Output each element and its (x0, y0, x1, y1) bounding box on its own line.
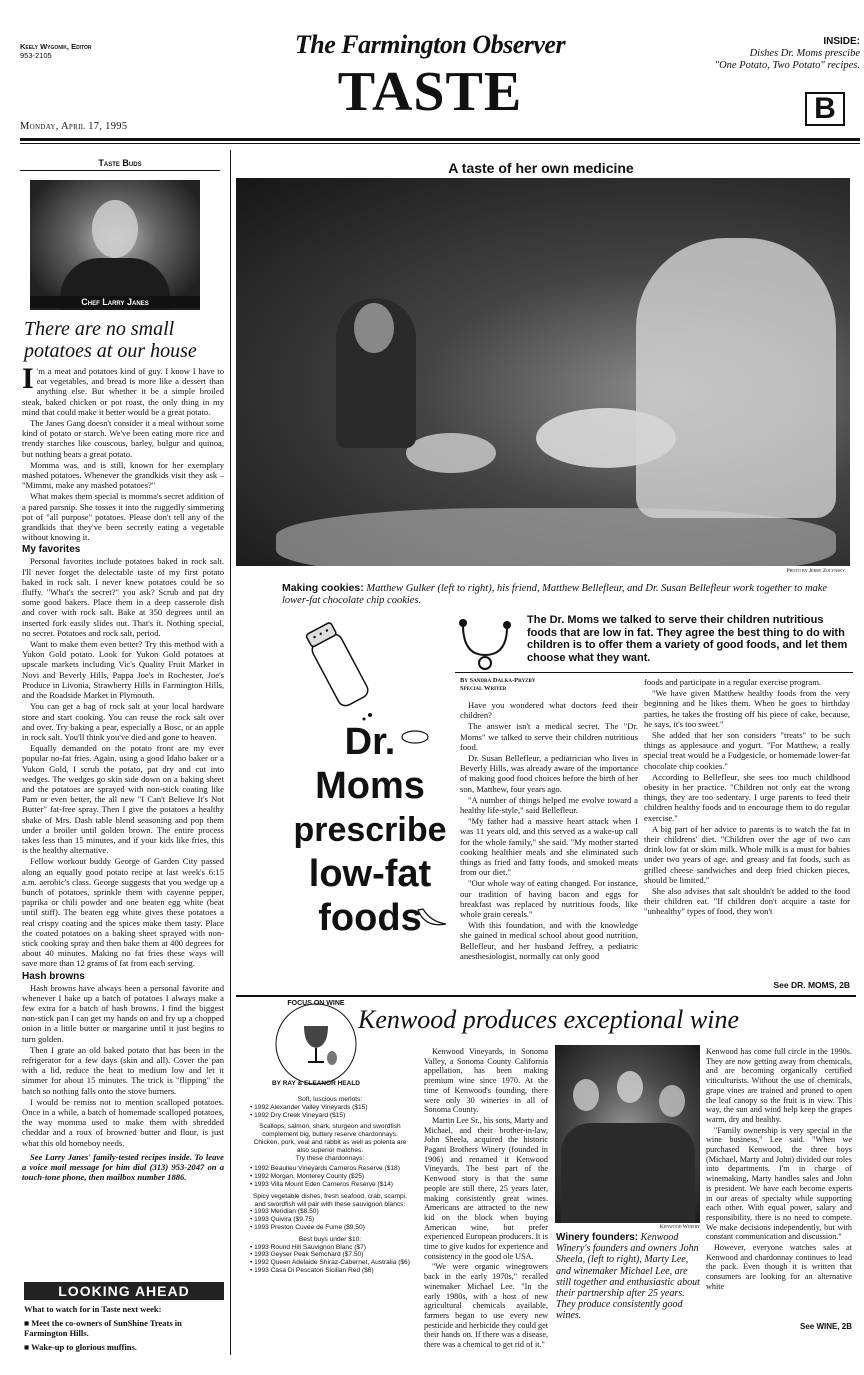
wine-list-item-text: 1993 Preston Cuvee de Fume ($9.50) (254, 1223, 365, 1231)
lead-paragraph: Dr. Susan Bellefleur, a pediatrician who lives in Beverly Hills, was already aware of the importance of making good food choices before the birth of her son, Matthew, four years ago. (460, 753, 638, 794)
wine-list-item: • 1992 Alexander Valley Vineyards ($15) (250, 1103, 368, 1111)
subhead-favorites: My favorites (22, 544, 81, 556)
deck-rule (455, 672, 853, 673)
column-divider (230, 150, 231, 1355)
banana-doodle (415, 906, 449, 937)
lead-photo (236, 178, 850, 566)
wine-caption (556, 1232, 702, 1322)
lead-paragraph: foods and participate in a regular exercise program. (644, 677, 822, 687)
column-kicker: Taste Buds (20, 158, 220, 171)
lead-headline: A taste of her own medicine (448, 160, 634, 176)
lead-paragraph: The answer isn't a medical secret. The "Dr. Moms" we talked to serve their children nutritious food. (460, 721, 638, 752)
lead-caption (282, 582, 852, 607)
lead-paragraph: Have you wondered what doctors feed their children? (460, 700, 638, 721)
looking-ahead-intro: What to watch for in Taste next week: (24, 1304, 162, 1314)
inside-line1: Dishes Dr. Moms prescibe (749, 48, 860, 59)
column-paragraph: Equally demanded on the potato front are my ever popular no-fat fries. Again, using a good Idaho baker or a Yukon Gold, I scrub the potato, pat dry and cut into wedges. The wedges go skin side down on a baking sheet and the potatoes are sprayed with non-stick coating like Pam or even better, the all new "I Can't Believe It's Not Butter" fat-free spray. Then I give the potatoes a healthy shake of Mrs. Dash table blend seasoning and pop them under a broiler until golden brown. The entire process takes less than 15 minutes, and if your kids like fries, this is the healthy alternative. (22, 743, 224, 856)
salt-shaker-icon (300, 615, 380, 725)
wine-list-note: Best buys under $10: (298, 1235, 362, 1243)
masthead-rule (20, 138, 860, 141)
column-tagline: See Larry Janes' family-tested recipes inside. To leave a voice mail message for him dial (313) 953-2047 on a touch-tone phone, then mailbox number 1886. (22, 1151, 224, 1183)
lead-body-col1 (460, 700, 638, 962)
wine-list-item-text: 1992 Queen Adelaide Shiraz-Cabernet, Australia ($6) (254, 1259, 410, 1267)
column-paragraph: Fellow workout buddy George of Garden City passed along an equally good potato recipe at last week's 6:15 a.m. aerobic's class. George suggests that you wedge up a bunch of potatoes, sprinkle them with cayenne pepper, paprika or chili powder and one beaten egg white (beat until stiff). The beaten egg white gives these potatoes a real crispy coating and the spices make them tasty. Place the coated potatoes on a baking sheet sprayed with non-stick cooking spray and then bake them at 400 degrees for about 40 minutes. Making no fat fries these ways will save more than 12 grams of fat from each serving. (22, 856, 224, 969)
wine-list-item-text: 1992 Alexander Valley Vineyards ($15) (254, 1103, 368, 1111)
looking-ahead-item-text: Wake-up to glorious muffins. (31, 1342, 137, 1352)
column-paragraph: Hash browns have always been a personal favorite and whenever I bake up a batch of potatoes I always make a few extra for a batch of hash browns. I find the biggest non-stick pan I can get my hands on and fry up a chopped onion in a little butter or margarine until it just begins to turn golden. (22, 982, 224, 1044)
wine-photo (555, 1045, 700, 1223)
wine-glass-logo-icon (272, 1000, 360, 1088)
salt-shaker-illustration (300, 615, 380, 725)
looking-ahead-item: ■ Meet the co-owners of SunShine Treats in Farmington Hills. (24, 1318, 182, 1338)
wine-list-item-text: 1993 Casa Di Pescatori Sicilian Red ($6) (254, 1266, 374, 1274)
column-paragraph: The Janes Gang doesn't consider it a meal without some kind of potato or starch. We've been eating more rice and trendy starches like couscous, barley, bulgur and quinoa, but nothing beats a great potato. (22, 418, 224, 459)
wine-headline: Kenwood produces exceptional wine (358, 1005, 740, 1034)
lead-paragraph: With this foundation, and with the knowledge she gained in medical school about good nutrition, Bellefleur, and her husband Jeffrey, a pediatric anesthesiologist, normally cat only good (460, 920, 638, 961)
wine-paragraph: Kenwood has come full circle in the 1990s. They are now getting away from chemicals, and are becoming organically certified viticulturists. Without the use of chemicals, grape vines are trained and pruned to open the leaf canopy so the fruit is in view. This way, the sun and wind help keep the grapes warm, dry and healthy. (706, 1047, 852, 1124)
wine-list-item: • 1993 Round Hill Sauvignon Blanc ($7) (250, 1243, 366, 1251)
wine-paragraph: "We were organic winegrowers back in the early 1970s," recalled winemaker Michael Lee. "In the early 1980s, with a host of new agricultural chemicals available, farmers began to use every new pesticide and herbicide they could get their hands on. If there was a disease, there was a chemical to get rid of it." (424, 1262, 548, 1350)
lead-deck: The Dr. Moms we talked to serve their children nutritious foods that are low in fat. They agree the best thing to do with children is to offer them a variety of good foods, and let them choose what they want. (527, 614, 848, 664)
inside-line2: "One Potato, Two Potato" recipes. (714, 60, 860, 71)
column-paragraph: Then I grate an old baked potato that has been in the refrigerator for a few days (skin and all). Cover the pan with a lid, reduce the heat to medium low and let it simmer for about 15 minutes. The trick is "flipping" the batch so nothing falls onto the stove burners. (22, 1044, 224, 1096)
lead-paragraph: "My father had a massive heart attack when I was 11 years old, and this served as a wake-up call for the whole family," she said. "My mother started cooking healthier meals and she eliminated such things as fried and fatty foods, and smoked meats from our diet." (460, 816, 638, 878)
wine-list-item: • 1993 Preston Cuvee de Fume ($9.50) (250, 1223, 365, 1231)
wine-body-col2 (706, 1047, 852, 1293)
wine-paragraph: Kenwood Vineyards, in Sonoma Valley, a Sonoma County California appellation, has been making premium wine since 1970. At the time of Kenwood's founding, there were only 30 wineries in all of Sonoma County. (424, 1047, 548, 1115)
chef-portrait (30, 180, 200, 310)
pea-pod-icon (400, 728, 430, 746)
banana-icon (415, 906, 449, 932)
wine-list-item-text: 1993 Villa Mount Eden Carneros Reserve ($14) (254, 1180, 393, 1188)
lead-byline (460, 677, 640, 693)
dr-moms-line: low-fat (308, 853, 432, 895)
wine-list-item: • 1992 Morgan, Monterey County ($25) (250, 1173, 365, 1181)
wine-photo-credit: Kenwood Winery (659, 1224, 700, 1230)
column-paragraph: What makes them special is momma's secret addition of a pared parsnip. She tosses it into the ruggedly simmering pot of "all purpose" potatoes. Please don't tell any of the grandkids that they've been secretly eating a vegetable without knowing it. (22, 491, 224, 543)
byline-role: Special Writer (460, 685, 507, 692)
dr-moms-line: Moms (315, 765, 425, 807)
wine-caption-text: Kenwood Winery's founders and owners John Sheela, (left to right), Marty Lee, and winemaker Michael Lee, are still together and enthusiastic about their partnership after 25 years. They produce consistently good wines. (556, 1232, 700, 1322)
wine-logo-bottom: BY RAY & ELEANOR HEALD (271, 1080, 360, 1087)
wine-list-item-text: 1992 Dry Creek Vineyard ($15) (254, 1111, 346, 1119)
wine-list-item-text: 1993 Geyser Peak Semchard ($7.50) (254, 1251, 364, 1259)
column-paragraph: Want to make them even better? Try this method with a Yukon Gold potato. Look for Yukon Gold potatoes at upscale markets including Vic's Quality Fruit Market in Novi and Beverly Hills, Pappa Joe's in Rochester, Joe's Produce in Livonia, Strawberry Hills in Farmington Hills, and the Roadside Market in Plymouth. (22, 639, 224, 701)
lead-paragraph: "A number of things helped me evolve toward a healthy life-style," said Bellefleur. (460, 794, 638, 816)
column-paragraph: I would be remiss not to mention scalloped potatoes. Once in a while, a batch of homemade scalloped potatoes, the way momma used to make them with shredded cheddar and a roux of browned butter and flour, is just what this old homeboy needs. (22, 1096, 224, 1148)
paper-name: The Farmington Observer (294, 30, 566, 59)
inside-box (640, 36, 860, 72)
lead-caption-label: Making cookies: (282, 582, 364, 594)
dr-moms-line: Dr. (344, 721, 396, 763)
looking-ahead-box (24, 1282, 224, 1352)
dr-moms-line: prescribe (293, 811, 447, 849)
bowl-2 (406, 433, 496, 473)
column-headline: There are no small potatoes at our house (24, 318, 197, 362)
woman-figure (636, 238, 836, 518)
column-paragraph: Momma was, and is still, known for her exemplary mashed potatoes. Whenever the grandkids visit they ask – "Mimmi, make any mashed potatoes?" (22, 459, 224, 491)
founder-face (659, 1085, 685, 1117)
editor-name: Keely Wygonik, Editor (20, 42, 92, 51)
wine-list-note: Spicy vegetable dishes, fresh seafood, crab, scampi, and swordfish will pair with these sauvignon blancs: (253, 1192, 407, 1208)
looking-ahead-item-text: Meet the co-owners of SunShine Treats in Farmington Hills. (24, 1318, 182, 1338)
founder-face (573, 1079, 599, 1111)
wine-paragraph: "Family ownership is very special in the wine business," Lee said. "When we purchased Kenwood, the three boys (Michael, Marty and John) divided our roles into departments. I'm in charge of winemaking, Marty handles sales and John is president. We have each become experts in our areas of specialty while supporting each other. With equal power, salary and responsibility, there is no need to compete. We make decisions independently, but with constant communication and discussion." (706, 1125, 852, 1242)
wine-list-item: • 1992 Queen Adelaide Shiraz-Cabernet, Australia ($6) (250, 1259, 410, 1267)
wine-list-note: Scallops, salmon, shark, sturgeon and swordfish complement big, buttery reserve chardonnays. Chicken, pork, veal and rabbit as well as polenta are also superior matches. (253, 1123, 407, 1154)
wine-jump[interactable]: See WINE, 2B (799, 1322, 852, 1331)
lead-jump[interactable]: See DR. MOMS, 2B (773, 980, 850, 990)
wine-body-col1 (424, 1047, 548, 1351)
editor-phone: 953-2105 (20, 51, 52, 60)
wine-pairings-list (250, 1096, 410, 1275)
wine-list-item-text: 1993 Round Hill Sauvignon Blanc ($7) (254, 1243, 366, 1251)
wine-list-item: • 1993 Quivira ($9.75) (250, 1216, 315, 1224)
column-paragraph: Personal favorites include potatoes baked in rock salt. I'll never forget the delectable taste of my first potato baked in rock salt. I never knew potatoes could be so fluffy. "What's the secret?" you ask? Scrub and pat dry some good bakers. Place them in a deep casserole dish and cover with rock salt. Bake at 350 degrees until an inserted fork easily slides out. That's it. Nothing special, no secret. Potatoes and rock salt, period. (22, 556, 224, 638)
section-letter: B (814, 92, 836, 125)
lead-paragraph: "Our whole way of eating changed. For instance, our tradition of having bacon and eggs for breakfast was replaced by nutritious foods, like whole grain cereals." (460, 878, 638, 920)
section-title: TASTE (337, 61, 523, 123)
looking-ahead-title: LOOKING AHEAD (24, 1282, 224, 1300)
editor-credit (20, 42, 160, 60)
chef-face (92, 200, 138, 258)
drop-cap: I (22, 362, 34, 395)
wine-list-item: • 1993 Geyser Peak Semchard ($7.50) (250, 1251, 364, 1259)
column-body (22, 362, 224, 1183)
child-face (354, 303, 394, 353)
issue-date: Monday, April 17, 1995 (20, 121, 128, 132)
wine-paragraph: However, everyone watches sales at Kenwood and chardonnay continues to lead the pack. Even though it is written that consumers are looking for an alternative white (706, 1243, 852, 1291)
lead-deck-icon (455, 615, 520, 670)
dr-moms-line: foods (318, 897, 422, 939)
stethoscope-icon (455, 615, 520, 670)
wine-caption-label: Winery founders: (556, 1232, 639, 1243)
wine-list-item-text: 1993 Meridian ($8.50) (254, 1208, 319, 1216)
lead-paragraph: According to Bellefleur, she sees too much childhood obesity in her practice. "Children not only eat the wrong things, they are too sedentary. I urge parents to feed their children healthy foods and to encourage them to do regular exercise." (644, 771, 850, 823)
wine-list-item-text: 1992 Morgan, Monterey County ($25) (254, 1173, 365, 1181)
inside-label: INSIDE: (823, 36, 860, 47)
wine-list-item-text: 1992 Beaulieu Vineyards Carneros Reserve ($18) (254, 1165, 400, 1173)
wine-list-item: • 1993 Casa Di Pescatori Sicilian Red ($6) (250, 1266, 374, 1274)
wine-list-note: Soft, luscious merlots: (297, 1096, 363, 1103)
wine-list-item: • 1992 Dry Creek Vineyard ($15) (250, 1111, 346, 1119)
looking-ahead-item: ■ Wake-up to glorious muffins. (24, 1342, 137, 1352)
column-paragraph: 'm a meat and potatoes kind of guy. I know I have to eat vegetables, and bread is more like a dessert than anything else. But whether it be a simple broiled steak, baked chicken or pot roast, the only thing in my mind that could make it better would be a great potato. (22, 366, 224, 417)
wine-paragraph: Martin Lee Sr., his sons, Marty and Michael, and their brother-in-law, John Sheela, acquired the historic Pagani Brothers Winery (founded in 1906) and renamed it Kenwood Vineyards. The best part of the Kenwood story is that the same people are still there, 25 years later, making consistently great wines. Americans are attracted to the new kid on the block when buying American wine, but prefer experienced European producers. It is time to give kudos for experience and consistency in the good ole USA. (424, 1115, 548, 1261)
founder-face (617, 1071, 643, 1103)
wine-list-item: • 1993 Meridian ($8.50) (250, 1208, 319, 1216)
lead-paragraph: She added that her son considers "treats" to be such things as applesauce and yogurt. "For Matthew, a really special treat would be a Fudgesicle, or homemade lower-fat chocolate chip cookies." (644, 730, 850, 771)
wine-list-item: • 1992 Beaulieu Vineyards Carneros Reserve ($18) (250, 1165, 400, 1173)
wine-list-note: Try these chardonnays: (295, 1154, 365, 1162)
chef-caption: Chef Larry Janes (30, 296, 200, 308)
wine-logo (272, 1000, 360, 1088)
lead-caption-text: Matthew Gulker (left to right), his friend, Matthew Bellefleur, and Dr. Susan Bellefleur work together to make lower-fat chocolate chip cookies. (282, 583, 828, 606)
column-paragraph: You can get a bag of rock salt at your local hardware store and start cooking. You can reuse the rock salt over and over. Try baking a pear, especially a Bosc, or an apple in rock salt. You'll think you've died and gone to heaven. (22, 701, 224, 742)
lead-body-col2 (644, 677, 850, 918)
subhead-hash-browns: Hash browns (22, 970, 85, 982)
wine-list-item-text: 1993 Quivira ($9.75) (254, 1216, 315, 1224)
byline-name: By Sandra Dalka-Pryzby (460, 677, 536, 684)
founders-bodies (561, 1123, 695, 1223)
pea-pod-doodle (400, 728, 430, 751)
wine-list-item: • 1993 Villa Mount Eden Carneros Reserve ($14) (250, 1180, 393, 1188)
lead-paragraph: "We have given Matthew healthy foods from the very beginning and he likes them. When he goes to birthday parties, he takes the frosting off his piece of cake, because, he says, it's too sweet." (644, 688, 850, 729)
wine-logo-top: FOCUS ON WINE (287, 1000, 345, 1007)
lead-photo-credit: Photo by Jerry Zolynsky (786, 568, 845, 574)
lead-paragraph: A big part of her advice to parents is to watch the fat in their childrens' diet. "Children over the age of two can drink low fat or skim milk. Whole milk is a must for babies under two years of age, and greasy and fat foods, such as grilled cheese sandwiches and deep fried chicken pieces, should be limited." (644, 823, 850, 885)
masthead-rule-thin (20, 143, 860, 144)
section-divider (236, 995, 856, 997)
lead-paragraph: She also advises that salt shouldn't be added to the food their children eat. "If children don't acquire a taste for "unhealthy" types of food, they won't (644, 886, 850, 917)
section-letter-box (805, 92, 845, 126)
